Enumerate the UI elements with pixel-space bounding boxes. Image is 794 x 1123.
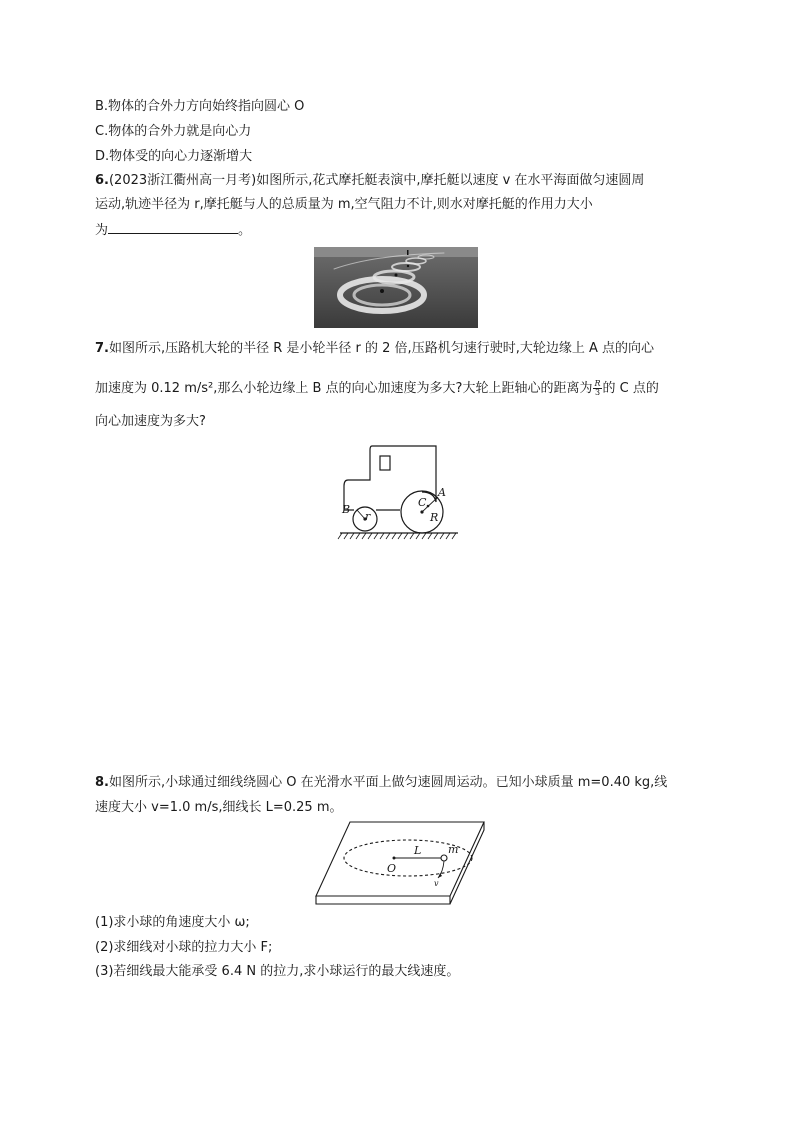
- q7-fraction-denominator: 3: [594, 388, 601, 397]
- ball-m: [441, 855, 447, 861]
- plane-thickness: [316, 822, 484, 904]
- q6-prefix: 为: [95, 223, 109, 238]
- q8-sub-3: (3)若细线最大能承受 6.4 N 的拉力,求小球运行的最大线速度。: [95, 964, 460, 979]
- q7-fraction: [593, 380, 601, 397]
- q7-number: 7.: [95, 341, 109, 356]
- label-B: B: [342, 503, 351, 516]
- q8-line-2: 速度大小 v=1.0 m/s,细线长 L=0.25 m。: [95, 800, 343, 815]
- q5-option-d: D.物体受的向心力逐渐增大: [95, 149, 253, 164]
- q7-line-3: 向心加速度为多大?: [95, 414, 206, 429]
- q8-text-1: 如图所示,小球通过细线绕圆心 O 在光滑水平面上做匀速圆周运动。已知小球质量 m=0.40 kg,线: [108, 775, 668, 790]
- q7-text-1: 如图所示,压路机大轮的半径 R 是小轮半径 r 的 2 倍,压路机匀速行驶时,大轮边缘上 A 点的向心: [108, 341, 654, 356]
- label-O: O: [387, 862, 397, 875]
- roller-window: [380, 456, 390, 470]
- q7-text-2b: 的 C 点的: [602, 381, 659, 396]
- q6-line-1: [95, 172, 644, 190]
- label-R: R: [430, 511, 439, 524]
- label-m: m: [448, 843, 459, 856]
- q7-line-2: [95, 380, 659, 398]
- q6-suffix: 。: [238, 223, 252, 238]
- q6-line-3: [95, 221, 251, 240]
- q8-number: 8.: [95, 775, 109, 790]
- q7-fraction-numerator: R: [594, 379, 601, 388]
- label-A: A: [438, 486, 446, 499]
- q5-option-b: B.物体的合外力方向始终指向圆心 O: [95, 99, 305, 114]
- road-roller-diagram: [336, 440, 460, 544]
- q6-line-2: 运动,轨迹半径为 r,摩托艇与人的总质量为 m,空气阻力不计,则水对摩托艇的作用力大小: [95, 197, 593, 212]
- label-v: v: [434, 879, 439, 888]
- q8-sub-1: (1)求小球的角速度大小 ω;: [95, 915, 250, 930]
- label-C: C: [418, 496, 427, 509]
- q6-text-1: (2023浙江衢州高一月考)如图所示,花式摩托艇表演中,摩托艇以速度 v 在水平海面做匀速圆周: [108, 173, 645, 188]
- label-L: L: [414, 844, 422, 857]
- jetski-photo: [314, 247, 478, 328]
- q7-line-1: [95, 340, 654, 358]
- q6-answer-blank[interactable]: [108, 221, 238, 234]
- q5-option-c: C.物体的合外力就是向心力: [95, 124, 252, 139]
- q7-text-2a: 加速度为 0.12 m/s²,那么小轮边缘上 B 点的向心加速度为多大?大轮上距轴心的距离为: [95, 381, 593, 396]
- q8-line-1: [95, 774, 667, 792]
- label-r: r: [365, 510, 371, 523]
- q6-number: 6.: [95, 173, 109, 188]
- q8-sub-2: (2)求细线对小球的拉力大小 F;: [95, 940, 273, 955]
- ball-on-plane-diagram: [314, 820, 486, 912]
